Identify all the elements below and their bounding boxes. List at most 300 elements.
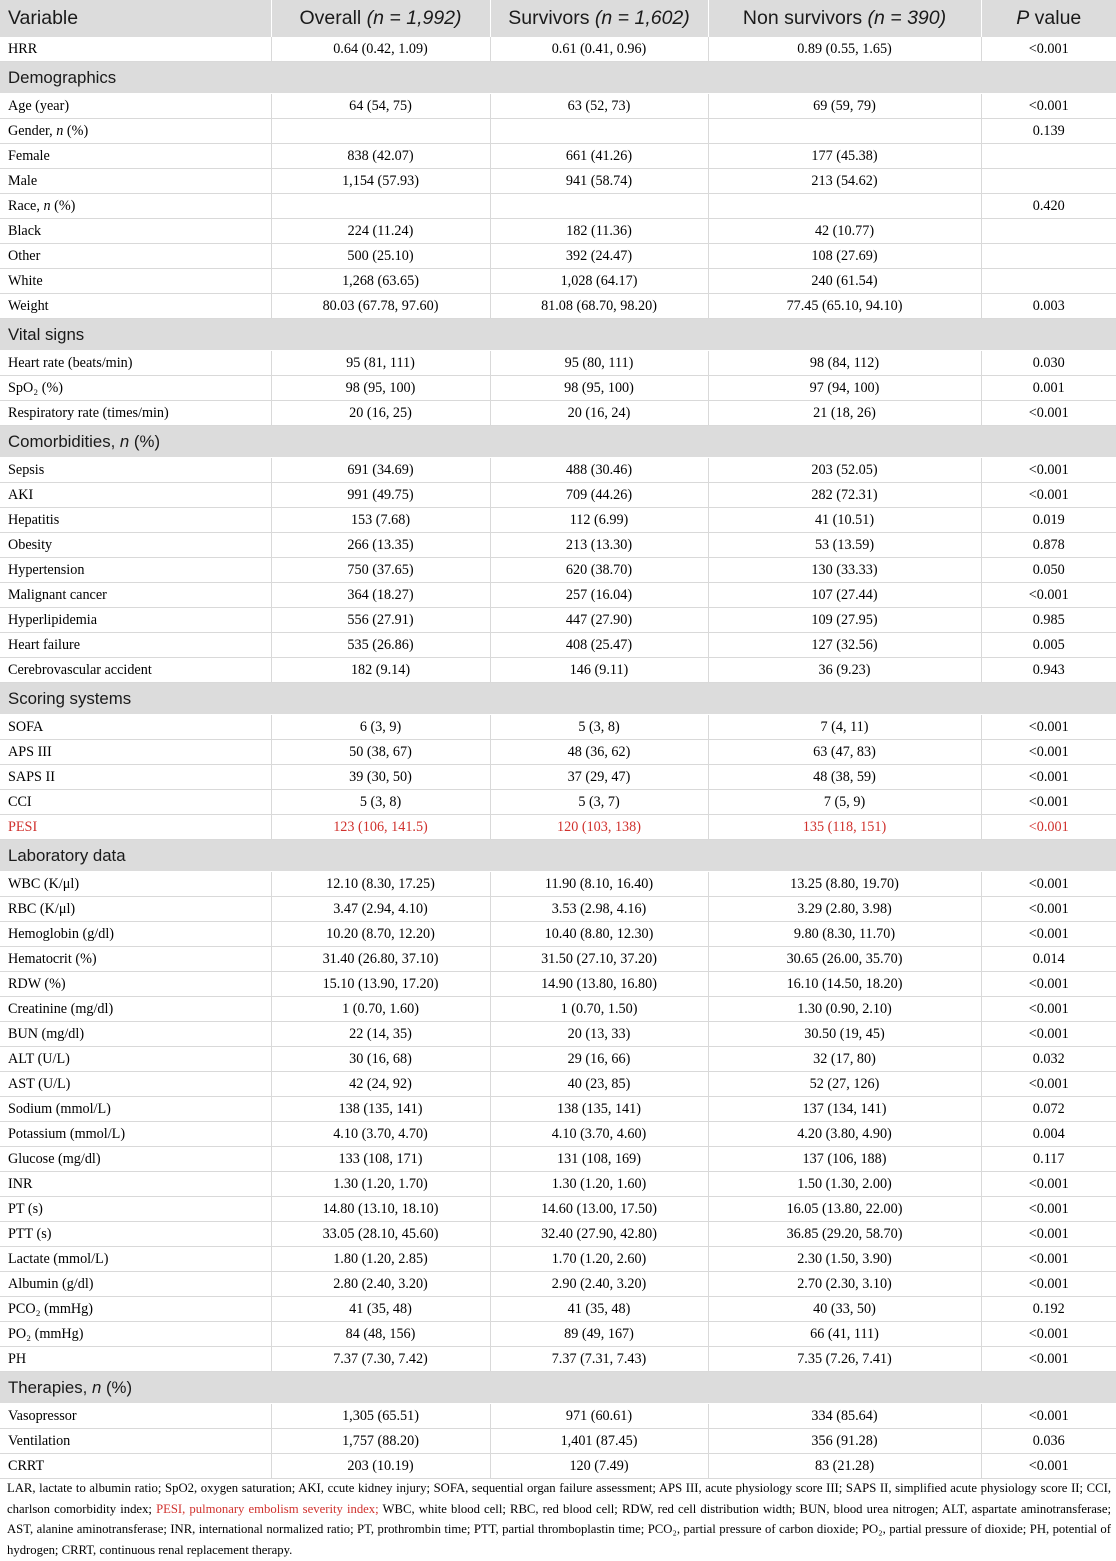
overall-cell: 2.80 (2.40, 3.20) bbox=[271, 1272, 490, 1297]
survivors-cell: 1 (0.70, 1.50) bbox=[490, 997, 708, 1022]
overall-cell: 1.80 (1.20, 2.85) bbox=[271, 1247, 490, 1272]
nonsurvivors-cell: 66 (41, 111) bbox=[708, 1322, 981, 1347]
p-value-cell: <0.001 bbox=[981, 37, 1116, 62]
p-value-cell: <0.001 bbox=[981, 1222, 1116, 1247]
overall-cell: 1.30 (1.20, 1.70) bbox=[271, 1172, 490, 1197]
variable-cell: Male bbox=[0, 169, 271, 194]
header-p-value: P value bbox=[981, 0, 1116, 37]
overall-cell: 41 (35, 48) bbox=[271, 1297, 490, 1322]
nonsurvivors-cell: 41 (10.51) bbox=[708, 508, 981, 533]
variable-cell: Lactate (mmol/L) bbox=[0, 1247, 271, 1272]
overall-cell: 203 (10.19) bbox=[271, 1454, 490, 1479]
survivors-cell: 48 (36, 62) bbox=[490, 740, 708, 765]
overall-cell: 1 (0.70, 1.60) bbox=[271, 997, 490, 1022]
survivors-cell: 1.70 (1.20, 2.60) bbox=[490, 1247, 708, 1272]
table-row bbox=[0, 244, 1116, 269]
table-row bbox=[0, 997, 1116, 1022]
nonsurvivors-cell bbox=[708, 194, 981, 219]
survivors-cell: 40 (23, 85) bbox=[490, 1072, 708, 1097]
overall-cell: 64 (54, 75) bbox=[271, 94, 490, 119]
table-row bbox=[0, 169, 1116, 194]
overall-cell: 15.10 (13.90, 17.20) bbox=[271, 972, 490, 997]
survivors-cell: 7.37 (7.31, 7.43) bbox=[490, 1347, 708, 1372]
variable-cell: BUN (mg/dl) bbox=[0, 1022, 271, 1047]
variable-cell: White bbox=[0, 269, 271, 294]
section-header-row bbox=[0, 1372, 1116, 1404]
p-value-cell: 0.001 bbox=[981, 376, 1116, 401]
table-row bbox=[0, 947, 1116, 972]
survivors-cell: 20 (13, 33) bbox=[490, 1022, 708, 1047]
variable-cell: SpO₂ (%) bbox=[0, 376, 271, 401]
overall-cell: 95 (81, 111) bbox=[271, 351, 490, 376]
nonsurvivors-cell: 13.25 (8.80, 19.70) bbox=[708, 872, 981, 897]
nonsurvivors-cell: 48 (38, 59) bbox=[708, 765, 981, 790]
survivors-cell: 112 (6.99) bbox=[490, 508, 708, 533]
survivors-cell: 41 (35, 48) bbox=[490, 1297, 708, 1322]
survivors-cell: 37 (29, 47) bbox=[490, 765, 708, 790]
p-value-cell: 0.030 bbox=[981, 351, 1116, 376]
nonsurvivors-cell: 9.80 (8.30, 11.70) bbox=[708, 922, 981, 947]
table-row bbox=[0, 1072, 1116, 1097]
table-header bbox=[0, 0, 1116, 37]
variable-cell: Female bbox=[0, 144, 271, 169]
overall-cell: 123 (106, 141.5) bbox=[271, 815, 490, 840]
table-row bbox=[0, 37, 1116, 62]
variable-cell: PH bbox=[0, 1347, 271, 1372]
header-overall: Overall (n = 1,992) bbox=[271, 0, 490, 37]
table-row bbox=[0, 1454, 1116, 1479]
overall-cell: 1,154 (57.93) bbox=[271, 169, 490, 194]
header-variable: Variable bbox=[0, 0, 271, 37]
p-value-cell: <0.001 bbox=[981, 1072, 1116, 1097]
table-row bbox=[0, 219, 1116, 244]
variable-cell: CCI bbox=[0, 790, 271, 815]
p-value-cell: <0.001 bbox=[981, 790, 1116, 815]
p-value-cell: 0.117 bbox=[981, 1147, 1116, 1172]
p-value-cell: 0.004 bbox=[981, 1122, 1116, 1147]
header-survivors: Survivors (n = 1,602) bbox=[490, 0, 708, 37]
p-value-cell: <0.001 bbox=[981, 94, 1116, 119]
survivors-cell: 14.90 (13.80, 16.80) bbox=[490, 972, 708, 997]
p-value-cell: <0.001 bbox=[981, 815, 1116, 840]
overall-cell: 22 (14, 35) bbox=[271, 1022, 490, 1047]
table-row bbox=[0, 1272, 1116, 1297]
overall-cell: 4.10 (3.70, 4.70) bbox=[271, 1122, 490, 1147]
variable-cell: CRRT bbox=[0, 1454, 271, 1479]
survivors-cell: 120 (7.49) bbox=[490, 1454, 708, 1479]
p-value-cell: <0.001 bbox=[981, 872, 1116, 897]
table-row bbox=[0, 1297, 1116, 1322]
p-value-cell bbox=[981, 169, 1116, 194]
survivors-cell: 447 (27.90) bbox=[490, 608, 708, 633]
overall-cell: 20 (16, 25) bbox=[271, 401, 490, 426]
section-title: Laboratory data bbox=[0, 840, 1116, 872]
table-row bbox=[0, 294, 1116, 319]
overall-cell: 750 (37.65) bbox=[271, 558, 490, 583]
variable-cell: HRR bbox=[0, 37, 271, 62]
section-header-row bbox=[0, 840, 1116, 872]
p-value-cell bbox=[981, 244, 1116, 269]
overall-cell: 182 (9.14) bbox=[271, 658, 490, 683]
overall-cell: 6 (3, 9) bbox=[271, 715, 490, 740]
variable-cell: Hypertension bbox=[0, 558, 271, 583]
variable-cell: Creatinine (mg/dl) bbox=[0, 997, 271, 1022]
overall-cell: 138 (135, 141) bbox=[271, 1097, 490, 1122]
variable-cell: SAPS II bbox=[0, 765, 271, 790]
table-row bbox=[0, 458, 1116, 483]
nonsurvivors-cell: 137 (106, 188) bbox=[708, 1147, 981, 1172]
survivors-cell: 5 (3, 7) bbox=[490, 790, 708, 815]
p-value-cell: <0.001 bbox=[981, 1022, 1116, 1047]
table-row bbox=[0, 1022, 1116, 1047]
p-value-cell bbox=[981, 144, 1116, 169]
variable-cell: Cerebrovascular accident bbox=[0, 658, 271, 683]
overall-cell: 838 (42.07) bbox=[271, 144, 490, 169]
p-value-cell: <0.001 bbox=[981, 922, 1116, 947]
p-value-cell bbox=[981, 219, 1116, 244]
nonsurvivors-cell: 203 (52.05) bbox=[708, 458, 981, 483]
survivors-cell: 661 (41.26) bbox=[490, 144, 708, 169]
survivors-cell: 10.40 (8.80, 12.30) bbox=[490, 922, 708, 947]
nonsurvivors-cell: 30.50 (19, 45) bbox=[708, 1022, 981, 1047]
p-value-cell: <0.001 bbox=[981, 740, 1116, 765]
p-value-cell: <0.001 bbox=[981, 715, 1116, 740]
survivors-cell: 408 (25.47) bbox=[490, 633, 708, 658]
survivors-cell: 146 (9.11) bbox=[490, 658, 708, 683]
overall-cell: 133 (108, 171) bbox=[271, 1147, 490, 1172]
overall-cell: 33.05 (28.10, 45.60) bbox=[271, 1222, 490, 1247]
nonsurvivors-cell: 83 (21.28) bbox=[708, 1454, 981, 1479]
variable-cell: WBC (K/μl) bbox=[0, 872, 271, 897]
p-value-cell: <0.001 bbox=[981, 1197, 1116, 1222]
variable-cell: Vasopressor bbox=[0, 1404, 271, 1429]
survivors-cell: 488 (30.46) bbox=[490, 458, 708, 483]
table-row bbox=[0, 897, 1116, 922]
nonsurvivors-cell: 36.85 (29.20, 58.70) bbox=[708, 1222, 981, 1247]
nonsurvivors-cell: 135 (118, 151) bbox=[708, 815, 981, 840]
table-row bbox=[0, 972, 1116, 997]
survivors-cell: 138 (135, 141) bbox=[490, 1097, 708, 1122]
p-value-cell: <0.001 bbox=[981, 583, 1116, 608]
section-title: Demographics bbox=[0, 62, 1116, 94]
overall-cell bbox=[271, 119, 490, 144]
overall-cell: 31.40 (26.80, 37.10) bbox=[271, 947, 490, 972]
variable-cell: AST (U/L) bbox=[0, 1072, 271, 1097]
overall-cell: 153 (7.68) bbox=[271, 508, 490, 533]
p-value-cell: <0.001 bbox=[981, 458, 1116, 483]
p-value-cell: 0.878 bbox=[981, 533, 1116, 558]
overall-cell: 535 (26.86) bbox=[271, 633, 490, 658]
p-value-cell: <0.001 bbox=[981, 897, 1116, 922]
table-row bbox=[0, 740, 1116, 765]
overall-cell: 42 (24, 92) bbox=[271, 1072, 490, 1097]
p-value-cell: <0.001 bbox=[981, 401, 1116, 426]
table-row bbox=[0, 1122, 1116, 1147]
table-row bbox=[0, 872, 1116, 897]
nonsurvivors-cell: 0.89 (0.55, 1.65) bbox=[708, 37, 981, 62]
survivors-cell: 941 (58.74) bbox=[490, 169, 708, 194]
table-row bbox=[0, 483, 1116, 508]
table-row bbox=[0, 1147, 1116, 1172]
table-row bbox=[0, 1197, 1116, 1222]
overall-cell: 50 (38, 67) bbox=[271, 740, 490, 765]
survivors-cell: 709 (44.26) bbox=[490, 483, 708, 508]
variable-cell: RDW (%) bbox=[0, 972, 271, 997]
variable-cell: Glucose (mg/dl) bbox=[0, 1147, 271, 1172]
p-value-cell: 0.019 bbox=[981, 508, 1116, 533]
overall-cell: 30 (16, 68) bbox=[271, 1047, 490, 1072]
nonsurvivors-cell: 63 (47, 83) bbox=[708, 740, 981, 765]
p-value-cell bbox=[981, 269, 1116, 294]
table-row bbox=[0, 583, 1116, 608]
p-value-cell: 0.036 bbox=[981, 1429, 1116, 1454]
survivors-cell: 81.08 (68.70, 98.20) bbox=[490, 294, 708, 319]
p-value-cell: <0.001 bbox=[981, 1454, 1116, 1479]
variable-cell: PO₂ (mmHg) bbox=[0, 1322, 271, 1347]
overall-cell: 98 (95, 100) bbox=[271, 376, 490, 401]
p-value-cell: <0.001 bbox=[981, 1322, 1116, 1347]
variable-cell: Black bbox=[0, 219, 271, 244]
survivors-cell: 2.90 (2.40, 3.20) bbox=[490, 1272, 708, 1297]
section-header-row bbox=[0, 426, 1116, 458]
nonsurvivors-cell: 7.35 (7.26, 7.41) bbox=[708, 1347, 981, 1372]
table-row bbox=[0, 401, 1116, 426]
p-value-cell: <0.001 bbox=[981, 483, 1116, 508]
table-row bbox=[0, 558, 1116, 583]
nonsurvivors-cell: 52 (27, 126) bbox=[708, 1072, 981, 1097]
survivors-cell: 11.90 (8.10, 16.40) bbox=[490, 872, 708, 897]
nonsurvivors-cell: 127 (32.56) bbox=[708, 633, 981, 658]
table-row bbox=[0, 1322, 1116, 1347]
variable-cell: Hemoglobin (g/dl) bbox=[0, 922, 271, 947]
survivors-cell bbox=[490, 119, 708, 144]
nonsurvivors-cell: 21 (18, 26) bbox=[708, 401, 981, 426]
nonsurvivors-cell: 42 (10.77) bbox=[708, 219, 981, 244]
nonsurvivors-cell: 356 (91.28) bbox=[708, 1429, 981, 1454]
nonsurvivors-cell: 334 (85.64) bbox=[708, 1404, 981, 1429]
survivors-cell: 1.30 (1.20, 1.60) bbox=[490, 1172, 708, 1197]
survivors-cell: 31.50 (27.10, 37.20) bbox=[490, 947, 708, 972]
p-value-cell: <0.001 bbox=[981, 765, 1116, 790]
table-row bbox=[0, 1222, 1116, 1247]
nonsurvivors-cell: 137 (134, 141) bbox=[708, 1097, 981, 1122]
survivors-cell: 3.53 (2.98, 4.16) bbox=[490, 897, 708, 922]
survivors-cell: 213 (13.30) bbox=[490, 533, 708, 558]
overall-cell: 10.20 (8.70, 12.20) bbox=[271, 922, 490, 947]
overall-cell: 556 (27.91) bbox=[271, 608, 490, 633]
table-footnote: LAR, lactate to albumin ratio; SpO2, oxygen saturation; AKI, ccute kidney injury; SOFA, sequential organ failure assessment; APS III, acute physiology score III; SAPS II, simplified acute physiology score II; CCI, charlson comorbidity index; PESI, pulmonary embolism severity index; WBC, white blood cell; RBC, red blood cell; RDW, red cell distribution width; BUN, blood urea nitrogen; ALT, aspartate aminotransferase; AST, alanine aminotransferase; INR, international normalized ratio; PT, prothrombin time; PTT, partial thromboplastin time; PCO₂, partial pressure of carbon dioxide; PO₂, partial pressure of dioxide; PH, potential of hydrogen; CRRT, continuous renal replacement therapy. bbox=[7, 1481, 1112, 1558]
nonsurvivors-cell: 7 (5, 9) bbox=[708, 790, 981, 815]
survivors-cell: 89 (49, 167) bbox=[490, 1322, 708, 1347]
table-row bbox=[0, 1247, 1116, 1272]
nonsurvivors-cell: 98 (84, 112) bbox=[708, 351, 981, 376]
survivors-cell: 971 (60.61) bbox=[490, 1404, 708, 1429]
overall-cell bbox=[271, 194, 490, 219]
survivors-cell: 392 (24.47) bbox=[490, 244, 708, 269]
table-row bbox=[0, 1047, 1116, 1072]
survivors-cell: 32.40 (27.90, 42.80) bbox=[490, 1222, 708, 1247]
section-title: Therapies, n (%) bbox=[0, 1372, 1116, 1404]
overall-cell: 39 (30, 50) bbox=[271, 765, 490, 790]
survivors-cell: 5 (3, 8) bbox=[490, 715, 708, 740]
survivors-cell bbox=[490, 194, 708, 219]
p-value-cell: <0.001 bbox=[981, 1347, 1116, 1372]
section-title: Vital signs bbox=[0, 319, 1116, 351]
section-header-row bbox=[0, 62, 1116, 94]
nonsurvivors-cell: 1.50 (1.30, 2.00) bbox=[708, 1172, 981, 1197]
table-row bbox=[0, 1429, 1116, 1454]
overall-cell: 691 (34.69) bbox=[271, 458, 490, 483]
table-row bbox=[0, 658, 1116, 683]
nonsurvivors-cell: 108 (27.69) bbox=[708, 244, 981, 269]
p-value-cell: 0.005 bbox=[981, 633, 1116, 658]
table-row bbox=[0, 633, 1116, 658]
nonsurvivors-cell bbox=[708, 119, 981, 144]
variable-cell: ALT (U/L) bbox=[0, 1047, 271, 1072]
survivors-cell: 120 (103, 138) bbox=[490, 815, 708, 840]
overall-cell: 266 (13.35) bbox=[271, 533, 490, 558]
variable-cell: INR bbox=[0, 1172, 271, 1197]
nonsurvivors-cell: 130 (33.33) bbox=[708, 558, 981, 583]
variable-cell: AKI bbox=[0, 483, 271, 508]
table-row bbox=[0, 790, 1116, 815]
p-value-cell: <0.001 bbox=[981, 1404, 1116, 1429]
variable-cell: Malignant cancer bbox=[0, 583, 271, 608]
variable-cell: Respiratory rate (times/min) bbox=[0, 401, 271, 426]
variable-cell: PESI bbox=[0, 815, 271, 840]
overall-cell: 14.80 (13.10, 18.10) bbox=[271, 1197, 490, 1222]
overall-cell: 12.10 (8.30, 17.25) bbox=[271, 872, 490, 897]
nonsurvivors-cell: 1.30 (0.90, 2.10) bbox=[708, 997, 981, 1022]
nonsurvivors-cell: 32 (17, 80) bbox=[708, 1047, 981, 1072]
variable-cell: Weight bbox=[0, 294, 271, 319]
overall-cell: 1,268 (63.65) bbox=[271, 269, 490, 294]
section-header-row bbox=[0, 319, 1116, 351]
p-value-cell: 0.072 bbox=[981, 1097, 1116, 1122]
table-row bbox=[0, 269, 1116, 294]
p-value-cell: 0.014 bbox=[981, 947, 1116, 972]
nonsurvivors-cell: 7 (4, 11) bbox=[708, 715, 981, 740]
nonsurvivors-cell: 2.70 (2.30, 3.10) bbox=[708, 1272, 981, 1297]
overall-cell: 3.47 (2.94, 4.10) bbox=[271, 897, 490, 922]
survivors-cell: 257 (16.04) bbox=[490, 583, 708, 608]
nonsurvivors-cell: 240 (61.54) bbox=[708, 269, 981, 294]
overall-cell: 364 (18.27) bbox=[271, 583, 490, 608]
table-row bbox=[0, 533, 1116, 558]
survivors-cell: 4.10 (3.70, 4.60) bbox=[490, 1122, 708, 1147]
variable-cell: Hepatitis bbox=[0, 508, 271, 533]
p-value-cell: <0.001 bbox=[981, 997, 1116, 1022]
table-row bbox=[0, 119, 1116, 144]
table-row bbox=[0, 376, 1116, 401]
overall-cell: 80.03 (67.78, 97.60) bbox=[271, 294, 490, 319]
nonsurvivors-cell: 107 (27.44) bbox=[708, 583, 981, 608]
nonsurvivors-cell: 16.10 (14.50, 18.20) bbox=[708, 972, 981, 997]
p-value-cell: <0.001 bbox=[981, 1272, 1116, 1297]
variable-cell: Hyperlipidemia bbox=[0, 608, 271, 633]
table-row bbox=[0, 815, 1116, 840]
survivors-cell: 1,028 (64.17) bbox=[490, 269, 708, 294]
nonsurvivors-cell: 53 (13.59) bbox=[708, 533, 981, 558]
overall-cell: 84 (48, 156) bbox=[271, 1322, 490, 1347]
variable-cell: Sodium (mmol/L) bbox=[0, 1097, 271, 1122]
table-row bbox=[0, 1097, 1116, 1122]
survivors-cell: 0.61 (0.41, 0.96) bbox=[490, 37, 708, 62]
p-value-cell: 0.420 bbox=[981, 194, 1116, 219]
section-title: Comorbidities, n (%) bbox=[0, 426, 1116, 458]
p-value-cell: 0.943 bbox=[981, 658, 1116, 683]
overall-cell: 7.37 (7.30, 7.42) bbox=[271, 1347, 490, 1372]
survivors-cell: 620 (38.70) bbox=[490, 558, 708, 583]
variable-cell: Ventilation bbox=[0, 1429, 271, 1454]
table-row bbox=[0, 1172, 1116, 1197]
nonsurvivors-cell: 30.65 (26.00, 35.70) bbox=[708, 947, 981, 972]
variable-cell: Gender, n (%) bbox=[0, 119, 271, 144]
survivors-cell: 95 (80, 111) bbox=[490, 351, 708, 376]
overall-cell: 0.64 (0.42, 1.09) bbox=[271, 37, 490, 62]
p-value-cell: <0.001 bbox=[981, 1247, 1116, 1272]
variable-cell: Heart rate (beats/min) bbox=[0, 351, 271, 376]
variable-cell: PTT (s) bbox=[0, 1222, 271, 1247]
p-value-cell: 0.050 bbox=[981, 558, 1116, 583]
table-row bbox=[0, 94, 1116, 119]
nonsurvivors-cell: 97 (94, 100) bbox=[708, 376, 981, 401]
variable-cell: RBC (K/μl) bbox=[0, 897, 271, 922]
variable-cell: Other bbox=[0, 244, 271, 269]
variable-cell: Heart failure bbox=[0, 633, 271, 658]
table-row bbox=[0, 194, 1116, 219]
p-value-cell: 0.985 bbox=[981, 608, 1116, 633]
table-row bbox=[0, 1347, 1116, 1372]
overall-cell: 224 (11.24) bbox=[271, 219, 490, 244]
variable-cell: PCO₂ (mmHg) bbox=[0, 1297, 271, 1322]
p-value-cell: 0.139 bbox=[981, 119, 1116, 144]
section-title: Scoring systems bbox=[0, 683, 1116, 715]
survivors-cell: 98 (95, 100) bbox=[490, 376, 708, 401]
p-value-cell: 0.192 bbox=[981, 1297, 1116, 1322]
header-nonsurvivors: Non survivors (n = 390) bbox=[708, 0, 981, 37]
nonsurvivors-cell: 69 (59, 79) bbox=[708, 94, 981, 119]
nonsurvivors-cell: 282 (72.31) bbox=[708, 483, 981, 508]
table-row bbox=[0, 608, 1116, 633]
nonsurvivors-cell: 2.30 (1.50, 3.90) bbox=[708, 1247, 981, 1272]
nonsurvivors-cell: 4.20 (3.80, 4.90) bbox=[708, 1122, 981, 1147]
nonsurvivors-cell: 109 (27.95) bbox=[708, 608, 981, 633]
overall-cell: 500 (25.10) bbox=[271, 244, 490, 269]
variable-cell: SOFA bbox=[0, 715, 271, 740]
nonsurvivors-cell: 77.45 (65.10, 94.10) bbox=[708, 294, 981, 319]
variable-cell: Potassium (mmol/L) bbox=[0, 1122, 271, 1147]
nonsurvivors-cell: 16.05 (13.80, 22.00) bbox=[708, 1197, 981, 1222]
table-row bbox=[0, 351, 1116, 376]
nonsurvivors-cell: 40 (33, 50) bbox=[708, 1297, 981, 1322]
p-value-cell: <0.001 bbox=[981, 1172, 1116, 1197]
nonsurvivors-cell: 177 (45.38) bbox=[708, 144, 981, 169]
survivors-cell: 1,401 (87.45) bbox=[490, 1429, 708, 1454]
p-value-cell: 0.003 bbox=[981, 294, 1116, 319]
nonsurvivors-cell: 36 (9.23) bbox=[708, 658, 981, 683]
variable-cell: Race, n (%) bbox=[0, 194, 271, 219]
p-value-cell: <0.001 bbox=[981, 972, 1116, 997]
variable-cell: Sepsis bbox=[0, 458, 271, 483]
overall-cell: 1,757 (88.20) bbox=[271, 1429, 490, 1454]
survivors-cell: 182 (11.36) bbox=[490, 219, 708, 244]
table-row bbox=[0, 508, 1116, 533]
variable-cell: Age (year) bbox=[0, 94, 271, 119]
overall-cell: 5 (3, 8) bbox=[271, 790, 490, 815]
table-body bbox=[0, 37, 1116, 1479]
nonsurvivors-cell: 3.29 (2.80, 3.98) bbox=[708, 897, 981, 922]
